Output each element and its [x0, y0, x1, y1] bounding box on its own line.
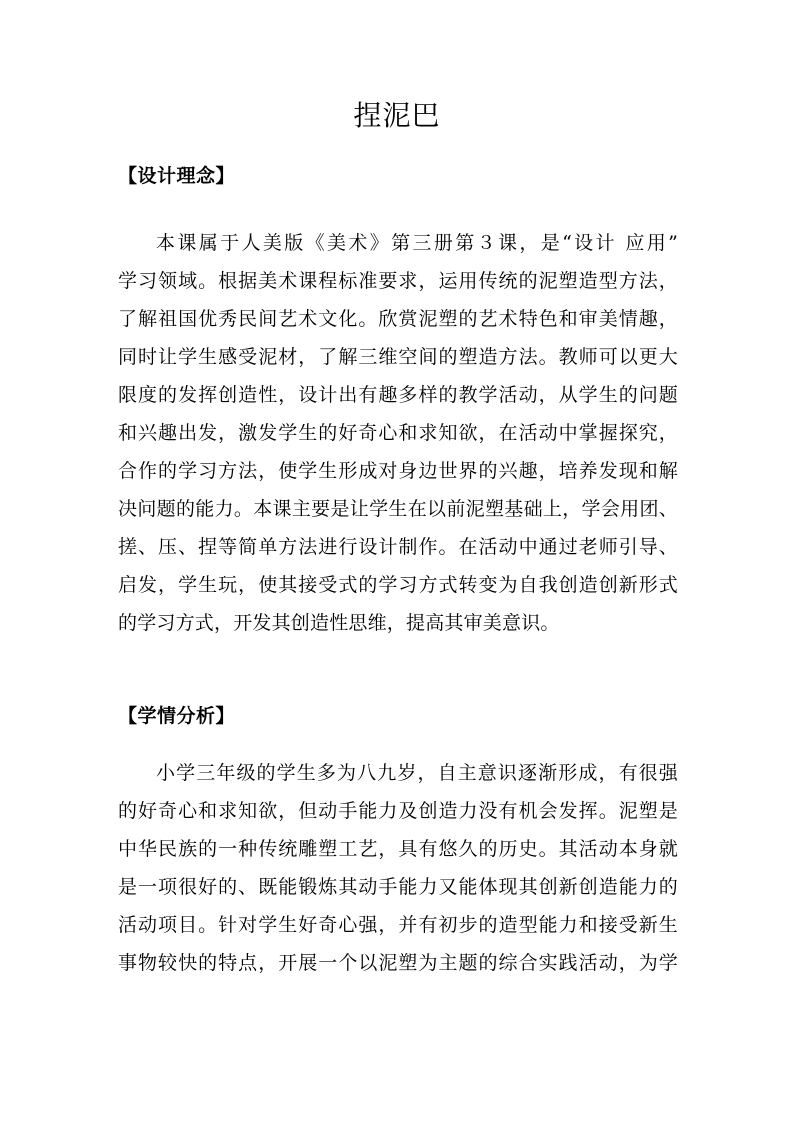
document-title: 捏泥巴 [353, 99, 441, 132]
paragraph-line: 了解祖国优秀民间艺术文化。欣赏泥塑的艺术特色和审美情趣， [118, 308, 678, 330]
paragraph-line: 本课属于人美版《美术》第三册第３课，是“设计 应用” [156, 232, 678, 254]
paragraph-line: 启发，学生玩，使其接受式的学习方式转变为自我创造创新形式 [118, 574, 678, 596]
paragraph-line: 活动项目。针对学生好奇心强，并有初步的造型能力和接受新生 [118, 914, 678, 936]
paragraph-line: 搓、压、捏等简单方法进行设计制作。在活动中通过老师引导、 [118, 536, 678, 558]
paragraph-line: 事物较快的特点，开展一个以泥塑为主题的综合实践活动，为学 [118, 952, 678, 974]
paragraph-line: 和兴趣出发，激发学生的好奇心和求知欲，在活动中掌握探究， [118, 422, 678, 444]
paragraph-line: 的好奇心和求知欲，但动手能力及创造力没有机会发挥。泥塑是 [118, 800, 678, 822]
paragraph-line: 中华民族的一种传统雕塑工艺，具有悠久的历史。其活动本身就 [118, 838, 678, 860]
section-heading-design-concept: 【设计理念】 [118, 165, 236, 187]
section-paragraph-design-concept [118, 224, 678, 642]
paragraph-line: 同时让学生感受泥材，了解三维空间的塑造方法。教师可以更大 [118, 346, 678, 368]
paragraph-line: 限度的发挥创造性，设计出有趣多样的教学活动，从学生的问题 [118, 384, 678, 406]
paragraph-line: 小学三年级的学生多为八九岁，自主意识逐渐形成，有很强 [156, 762, 678, 784]
paragraph-line: 学习领域。根据美术课程标准要求，运用传统的泥塑造型方法， [118, 270, 678, 292]
paragraph-line: 决问题的能力。本课主要是让学生在以前泥塑基础上，学会用团、 [118, 498, 678, 520]
paragraph-line: 合作的学习方法，使学生形成对身边世界的兴趣，培养发现和解 [118, 460, 678, 482]
section-paragraph-learner-analysis [118, 754, 678, 982]
paragraph-line: 是一项很好的、既能锻炼其动手能力又能体现其创新创造能力的 [118, 876, 678, 898]
section-heading-learner-analysis: 【学情分析】 [118, 705, 236, 727]
paragraph-line: 的学习方式，开发其创造性思维，提高其审美意识。 [118, 612, 560, 634]
